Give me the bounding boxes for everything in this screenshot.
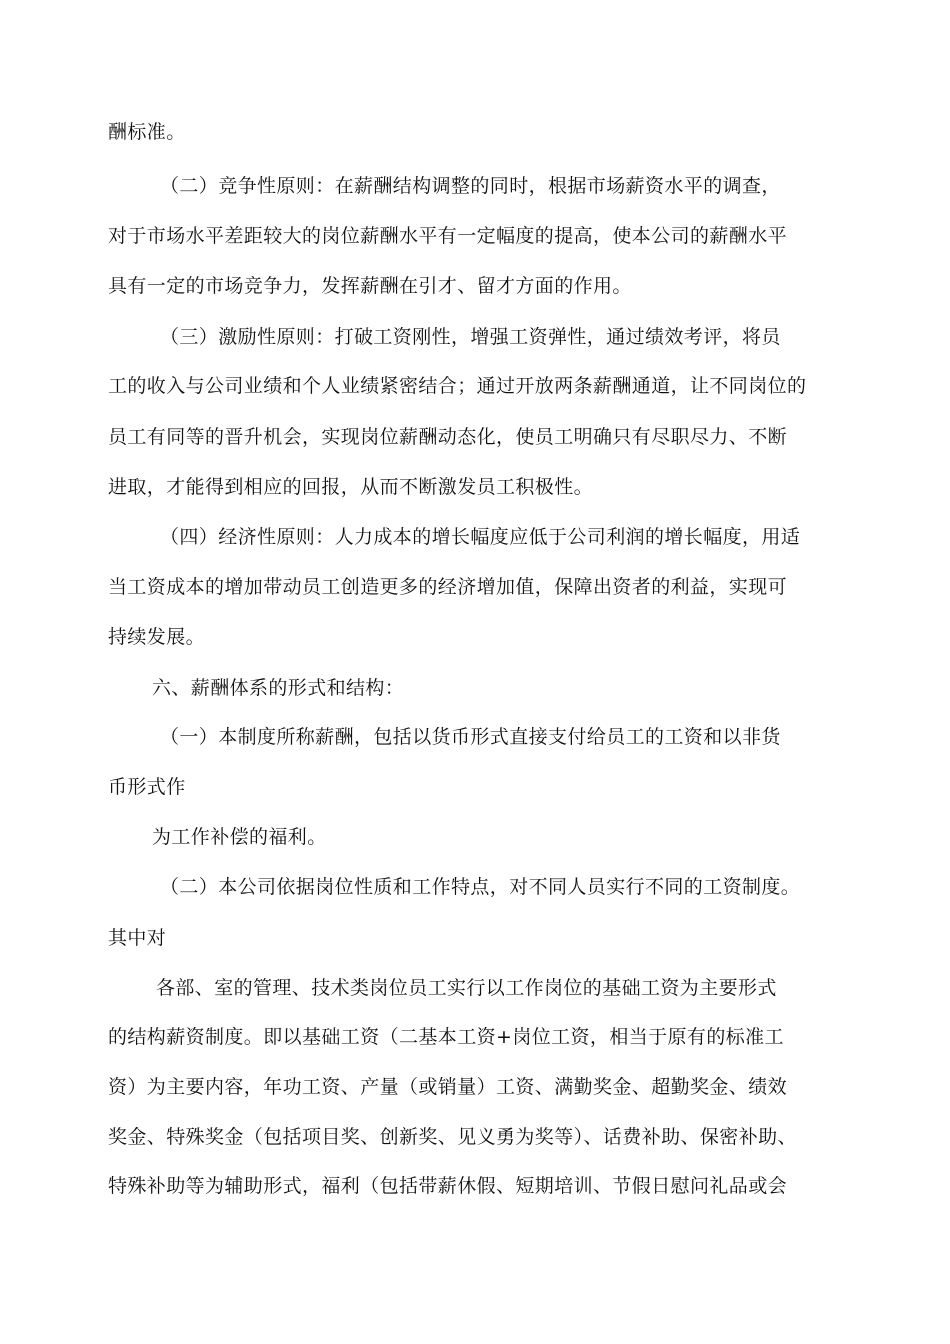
text-line: （一）本制度所称薪酬，包括以货币形式直接支付给员工的工资和以非货 xyxy=(160,726,781,748)
section-heading: 六、薪酬体系的形式和结构： xyxy=(152,677,405,699)
text-line: 酬标准。 xyxy=(108,121,186,143)
text-line: 其中对 xyxy=(108,927,167,949)
text-line: 资）为主要内容，年功工资、产量（或销量）工资、满勤奖金、超勤奖金、绩效 xyxy=(108,1076,788,1098)
text-line: 各部、室的管理、技术类岗位员工实行以工作岗位的基础工资为主要形式 xyxy=(156,977,777,999)
text-line: 当工资成本的增加带动员工创造更多的经济增加值，保障出资者的利益，实现可 xyxy=(108,576,788,598)
text-line: 币形式作 xyxy=(108,776,186,798)
text-line: 持续发展。 xyxy=(108,626,206,648)
text-line: （二）本公司依据岗位性质和工作特点，对不同人员实行不同的工资制度。 xyxy=(160,876,801,898)
text-line: （四）经济性原则：人力成本的增长幅度应低于公司利润的增长幅度，用适 xyxy=(160,526,801,548)
text-line: 进取，才能得到相应的回报，从而不断激发员工积极性。 xyxy=(108,476,594,498)
text-line: 工的收入与公司业绩和个人业绩紧密结合；通过开放两条薪酬通道，让不同岗位的 xyxy=(108,375,807,397)
text-line: 特殊补助等为辅助形式，福利（包括带薪休假、短期培训、节假日慰问礼品或会 xyxy=(108,1175,788,1197)
text-line: （三）激励性原则：打破工资刚性，增强工资弹性，通过绩效考评，将员 xyxy=(160,326,781,348)
text-line: 具有一定的市场竞争力，发挥薪酬在引才、留才方面的作用。 xyxy=(108,275,632,297)
text-line: 为工作补偿的福利。 xyxy=(152,826,327,848)
text-line: （二）竞争性原则：在薪酬结构调整的同时，根据市场薪资水平的调查， xyxy=(160,175,781,197)
text-line: 奖金、特殊奖金（包括项目奖、创新奖、见义勇为奖等）、话费补助、保密补助、 xyxy=(108,1126,797,1148)
text-line: 员工有同等的晋升机会，实现岗位薪酬动态化，使员工明确只有尽职尽力、不断 xyxy=(108,426,788,448)
text-line: 的结构薪资制度。即以基础工资（二基本工资+岗位工资，相当于原有的标准工 xyxy=(108,1026,784,1048)
text-line: 对于市场水平差距较大的岗位薪酬水平有一定幅度的提高，使本公司的薪酬水平 xyxy=(108,225,788,247)
